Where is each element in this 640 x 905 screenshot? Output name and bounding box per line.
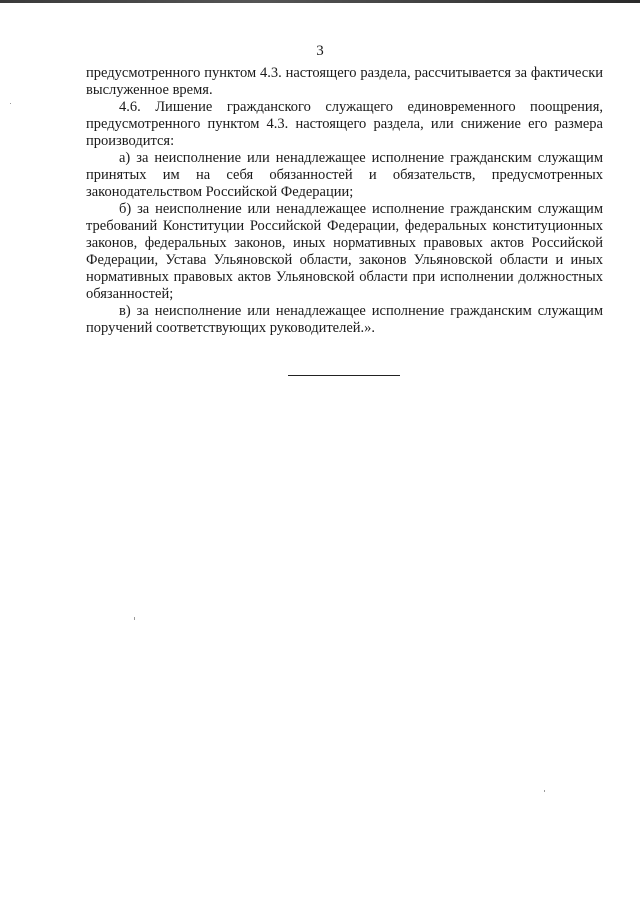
scan-top-edge [0,0,640,3]
page-number: 3 [316,43,324,59]
scan-speck [544,790,545,792]
list-item-a: а) за неисполнение или ненадлежащее исполнение гражданским служащим принятых им на себя обязанностей и обязательств, предусмотренных законодательством Российской Федерации; [86,150,603,200]
paragraph-4-6: 4.6. Лишение гражданского служащего единовременного поощрения, предусмотренного пунктом 4.3. настоящего раздела, или снижение его размера производится: [86,99,603,149]
list-item-b: б) за неисполнение или ненадлежащее исполнение гражданским служащим требований Конституции Российской Федерации, федеральных конституционных законов, федеральных законов, иных нормативных правовых актов Российской Федерации, Устава Ульяновской области, законов Ульяновской области и иных нормативных правовых актов Ульяновской области при исполнении должностных обязанностей; [86,201,603,302]
scan-speck [134,617,135,620]
end-separator-line [288,375,400,376]
paragraph-continuation: предусмотренного пунктом 4.3. настоящего раздела, рассчитывается за фактически выслуженное время. [86,65,603,98]
document-body [86,65,603,337]
scan-speck [10,103,11,104]
list-item-v: в) за неисполнение или ненадлежащее исполнение гражданским служащим поручений соответствующих руководителей.». [86,303,603,336]
